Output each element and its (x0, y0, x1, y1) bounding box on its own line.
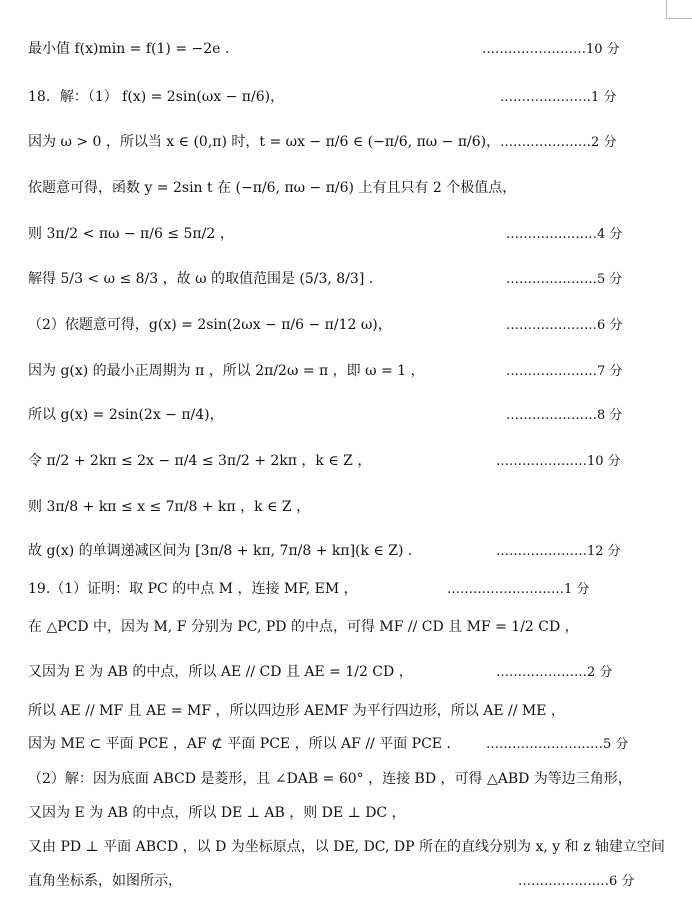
solution-text: 又因为 E 为 AB 的中点，所以 DE ⊥ AB ，则 DE ⊥ DC ， (28, 805, 406, 821)
score-points: …………………6 分 (518, 874, 635, 889)
score-points: …………………8 分 (506, 408, 623, 423)
solution-text: （2）解：因为底面 ABCD 是菱形，且 ∠DAB = 60° ，连接 BD ，可得 △ABD 为等边三角形， (28, 771, 632, 787)
score-points: …………………1 分 (500, 90, 617, 105)
score-points: …………………5 分 (506, 272, 623, 287)
solution-text: 所以 g(x) = 2sin(2x − π/4)， (28, 407, 224, 423)
solution-text: 又由 PD ⊥ 平面 ABCD ，以 D 为坐标原点，以 DE, DC, DP 所在的直线分别为 x, y 和 z 轴建立空间 (28, 839, 665, 855)
score-points: ……………………10 分 (482, 42, 620, 57)
page-corner-marker (666, 0, 692, 19)
solution-text: （2）依题意可得，g(x) = 2sin(2ωx − π/6 − π/12 ω)， (28, 317, 392, 333)
solution-text: 解得 5/3 < ω ≤ 8/3 ，故 ω 的取值范围是 (5/3, 8/3] . (28, 271, 374, 287)
score-points: …………………7 分 (506, 364, 623, 379)
solution-text: 因为 ME ⊂ 平面 PCE ，AF ⊄ 平面 PCE ，所以 AF // 平面 PCE . (28, 736, 451, 752)
score-points: ………………………5 分 (486, 737, 629, 752)
solution-text: 令 π/2 + 2kπ ≤ 2x − π/4 ≤ 3π/2 + 2kπ ，k ∈ Z ， (28, 453, 372, 469)
solution-text: 在 △PCD 中，因为 M, F 分别为 PC, PD 的中点，可得 MF // CD 且 MF = 1/2 CD ， (28, 619, 579, 635)
solution-text: 则 3π/8 + kπ ≤ x ≤ 7π/8 + kπ ，k ∈ Z ， (28, 499, 311, 515)
solution-text: 19.（1）证明：取 PC 的中点 M ，连接 MF, EM ， (28, 581, 358, 597)
score-points: …………………2 分 (500, 135, 617, 150)
score-points: …………………10 分 (496, 454, 621, 469)
score-points: …………………4 分 (506, 227, 623, 242)
solution-text: 故 g(x) 的单调递减区间为 [3π/8 + kπ, 7π/8 + kπ](k ∈ Z) . (28, 543, 413, 559)
solution-text: 依题意可得，函数 y = 2sin t 在 (−π/6, πω − π/6) 上有且只有 2 个极值点， (28, 180, 517, 196)
solution-text: 所以 AE // MF 且 AE = MF ，所以四边形 AEMF 为平行四边形，所以 AE // ME ， (28, 703, 565, 719)
solution-text: 因为 g(x) 的最小正周期为 π ，所以 2π/2ω = π ，即 ω = 1 ， (28, 363, 425, 379)
solution-text: 最小值 f(x)min = f(1) = −2e . (28, 41, 230, 57)
solution-text: 因为 ω > 0 ，所以当 x ∈ (0,π) 时，t = ωx − π/6 ∈ (−π/6, πω − π/6)， (28, 134, 501, 150)
score-points: …………………12 分 (496, 544, 621, 559)
solution-text: 又因为 E 为 AB 的中点，所以 AE // CD 且 AE = 1/2 CD ， (28, 664, 413, 680)
solution-text: 则 3π/2 < πω − π/6 ≤ 5π/2 ， (28, 226, 234, 242)
solution-text: 直角坐标系，如图所示， (28, 873, 182, 889)
score-points: …………………2 分 (496, 665, 613, 680)
score-points: …………………6 分 (506, 318, 623, 333)
score-points: ………………………1 分 (447, 582, 590, 597)
solution-text: 18．解：（1） f(x) = 2sin(ωx − π/6)， (28, 89, 285, 105)
